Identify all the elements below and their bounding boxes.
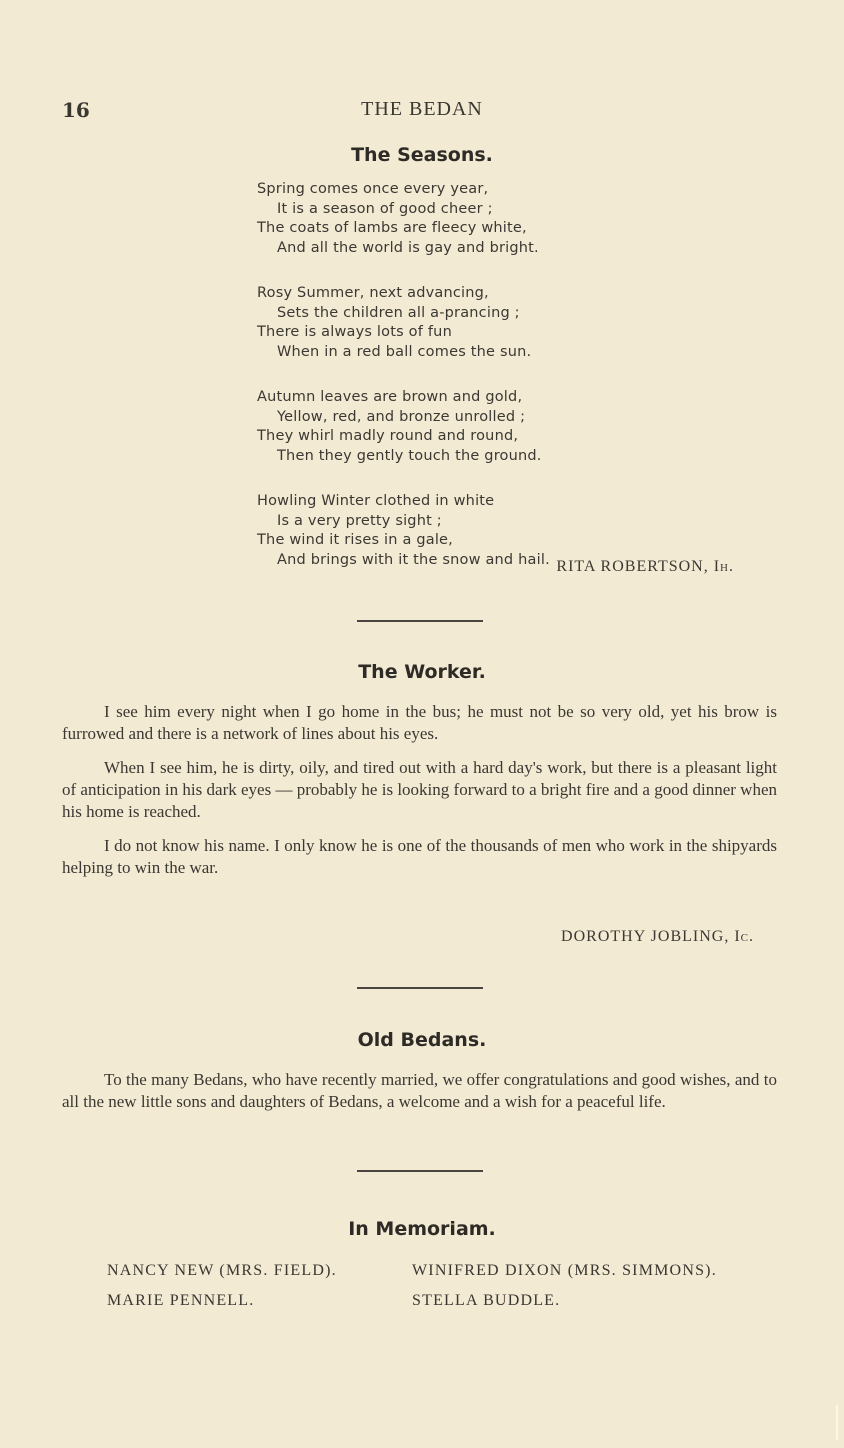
poem-line: And brings with it the snow and hail. bbox=[277, 551, 550, 568]
poem-line: They whirl madly round and round, bbox=[257, 428, 519, 444]
poem-stanza bbox=[257, 388, 677, 466]
seasons-poem bbox=[257, 180, 677, 596]
section-divider bbox=[357, 1170, 483, 1172]
poem-stanza bbox=[257, 284, 677, 362]
poem-line: Is a very pretty sight ; bbox=[277, 512, 442, 529]
seasons-author: RITA ROBERTSON, Ih. bbox=[556, 558, 734, 575]
poem-line: It is a season of good cheer ; bbox=[277, 200, 493, 217]
memoriam-names bbox=[107, 1256, 787, 1316]
poem-stanza bbox=[257, 180, 677, 258]
page-edge-mark bbox=[836, 1405, 838, 1440]
poem-line: Yellow, red, and bronze unrolled ; bbox=[277, 408, 526, 425]
section-divider bbox=[357, 987, 483, 989]
memoriam-name: WINIFRED DIXON (MRS. SIMMONS). bbox=[412, 1262, 717, 1279]
old-bedans-text bbox=[62, 1069, 777, 1125]
poem-line: There is always lots of fun bbox=[257, 324, 452, 340]
section-divider bbox=[357, 620, 483, 622]
poem-line: Sets the children all a-prancing ; bbox=[277, 304, 520, 321]
poem-line: The wind it rises in a gale, bbox=[257, 532, 453, 548]
memoriam-name: STELLA BUDDLE. bbox=[412, 1292, 561, 1309]
poem-line: And all the world is gay and bright. bbox=[277, 239, 539, 256]
paragraph: To the many Bedans, who have recently married, we offer congratulations and good wishes, and to all the new little sons and daughters of Bedans, a welcome and a wish for a peaceful life. bbox=[62, 1070, 777, 1111]
memoriam-row bbox=[107, 1286, 787, 1316]
poem-line: Spring comes once every year, bbox=[257, 181, 489, 197]
paragraph: I do not know his name. I only know he is one of the thousands of men who work in the shipyards helping to win the war. bbox=[62, 836, 777, 877]
memoriam-name: NANCY NEW (MRS. FIELD). bbox=[107, 1262, 337, 1279]
paragraph: When I see him, he is dirty, oily, and tired out with a hard day's work, but there is a pleasant light of anticipation in his dark eyes — probably he is looking forward to a bright fire and a good dinner when his home is reached. bbox=[62, 758, 777, 821]
paragraph: I see him every night when I go home in the bus; he must not be so very old, yet his brow is furrowed and there is a network of lines about his eyes. bbox=[62, 702, 777, 743]
poem-line: The coats of lambs are fleecy white, bbox=[257, 220, 527, 236]
journal-title: THE BEDAN bbox=[361, 98, 483, 120]
seasons-title: The Seasons. bbox=[351, 144, 493, 166]
memoriam-row bbox=[107, 1256, 787, 1286]
poem-line: When in a red ball comes the sun. bbox=[277, 343, 532, 360]
memoriam-name: MARIE PENNELL. bbox=[107, 1292, 255, 1309]
poem-line: Howling Winter clothed in white bbox=[257, 493, 495, 509]
poem-line: Rosy Summer, next advancing, bbox=[257, 285, 489, 301]
running-head bbox=[0, 98, 844, 128]
old-bedans-title: Old Bedans. bbox=[357, 1029, 487, 1051]
page-number: 16 bbox=[62, 98, 90, 122]
worker-author: DOROTHY JOBLING, Ic. bbox=[561, 928, 754, 945]
worker-title: The Worker. bbox=[358, 661, 486, 683]
poem-line: Then they gently touch the ground. bbox=[277, 447, 542, 464]
worker-text bbox=[62, 701, 777, 891]
poem-line: Autumn leaves are brown and gold, bbox=[257, 389, 523, 405]
memoriam-title: In Memoriam. bbox=[348, 1218, 496, 1240]
